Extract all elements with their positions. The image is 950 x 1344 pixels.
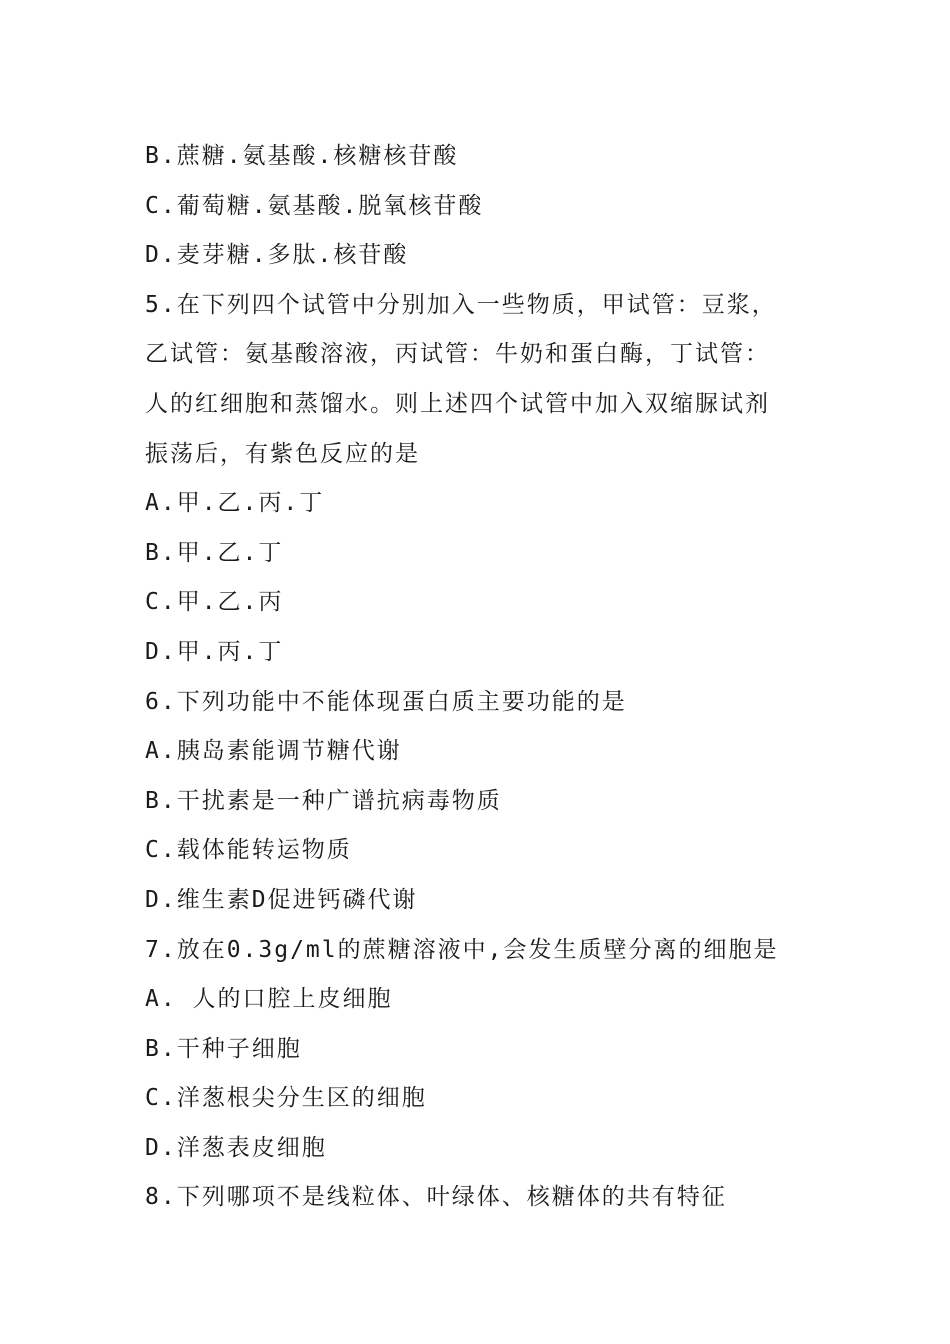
option-a-q5: A.甲.乙.丙.丁 [145,490,325,517]
option-b-q6: B.干扰素是一种广谱抗病毒物质 [145,787,502,814]
option-c-q5: C.甲.乙.丙 [145,589,284,616]
option-d-q6: D.维生素D促进钙磷代谢 [145,886,418,913]
option-d-q7: D.洋葱表皮细胞 [145,1134,327,1161]
document-body [145,132,825,1223]
question-5-line-4: 振荡后，有紫色反应的是 [145,440,420,467]
option-b-q5: B.甲.乙.丁 [145,539,284,566]
option-a-q7: A. 人的口腔上皮细胞 [145,986,393,1013]
option-c-q7: C.洋葱根尖分生区的细胞 [145,1085,427,1112]
question-5-line-2: 乙试管：氨基酸溶液，丙试管：牛奶和蛋白酶，丁试管： [145,341,770,368]
option-d-q5: D.甲.丙.丁 [145,638,284,665]
question-6: 6.下列功能中不能体现蛋白质主要功能的是 [145,688,627,715]
question-5-line-1: 5.在下列四个试管中分别加入一些物质，甲试管：豆浆， [145,291,777,318]
question-8: 8.下列哪项不是线粒体、叶绿体、核糖体的共有特征 [145,1184,727,1211]
option-c-q6: C.载体能转运物质 [145,837,352,864]
question-5-line-3: 人的红细胞和蒸馏水。则上述四个试管中加入双缩脲试剂 [145,390,770,417]
option-c-q4: C.葡萄糖.氨基酸.脱氧核苷酸 [145,192,484,219]
question-7: 7.放在0.3g/ml的蔗糖溶液中,会发生质壁分离的细胞是 [145,936,779,963]
option-b-q4: B.蔗糖.氨基酸.核糖核苷酸 [145,143,459,169]
option-d-q4: D.麦芽糖.多肽.核苷酸 [145,242,409,269]
option-b-q7: B.干种子细胞 [145,1035,302,1062]
option-a-q6: A.胰岛素能调节糖代谢 [145,738,402,765]
